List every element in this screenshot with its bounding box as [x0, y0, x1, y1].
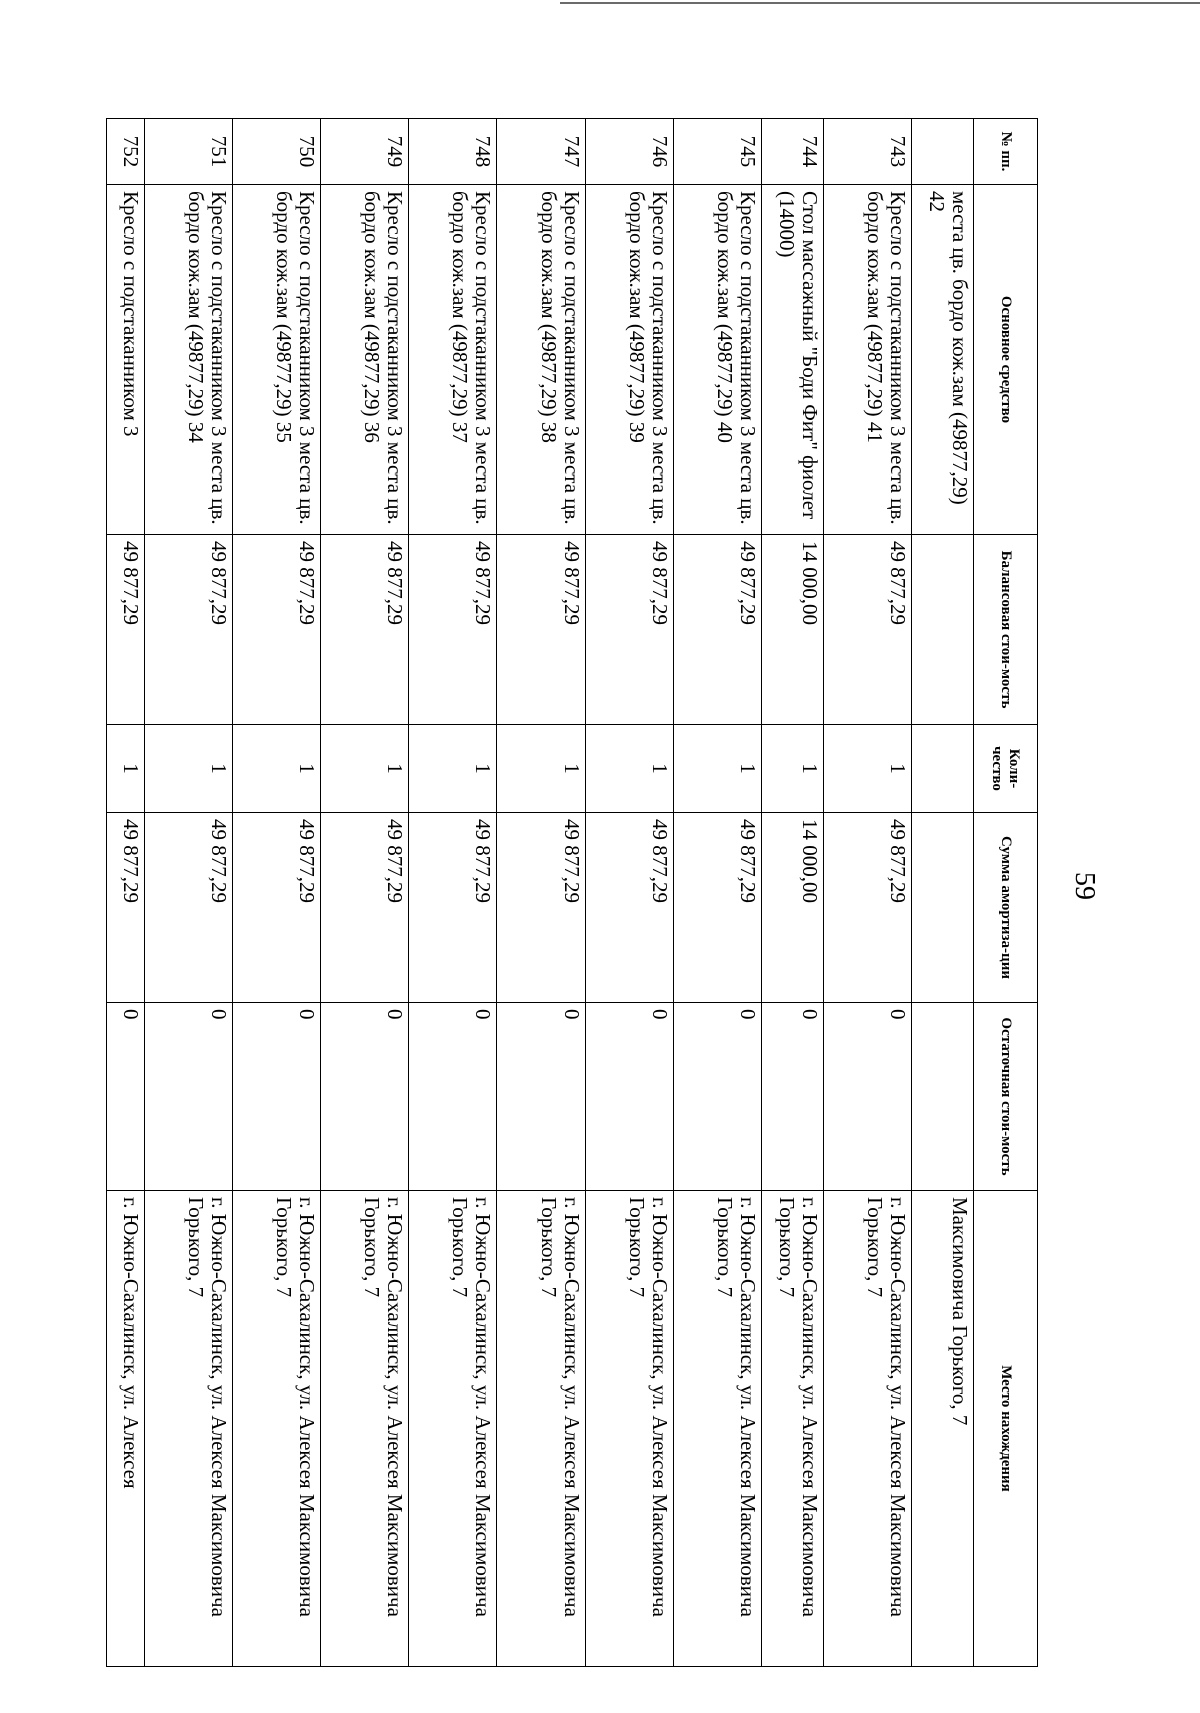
table-row: [585, 119, 673, 1667]
header-depreciation: Сумма амортиза-ции: [974, 813, 1038, 1003]
cell-location: г. Южно-Сахалинск, ул. Алексея Максимовича Горького, 7: [673, 1191, 761, 1667]
cell-no: [911, 119, 973, 185]
cell-quantity: 1: [585, 725, 673, 813]
cell-depreciation: [911, 813, 973, 1003]
cell-no: 752: [107, 119, 145, 185]
cell-quantity: 1: [409, 725, 497, 813]
cell-book-value: 49 877,29: [497, 535, 585, 725]
table-row-continuation: [911, 119, 973, 1667]
rotated-table-container: [106, 118, 1038, 1666]
cell-residual: 0: [233, 1003, 321, 1191]
cell-no: 748: [409, 119, 497, 185]
cell-location: Максимовича Горького, 7: [911, 1191, 973, 1667]
cell-location: г. Южно-Сахалинск, ул. Алексея Максимовича Горького, 7: [761, 1191, 823, 1667]
cell-location: г. Южно-Сахалинск, ул. Алексея Максимовича Горького, 7: [585, 1191, 673, 1667]
table-header-row: [974, 119, 1038, 1667]
cell-quantity: 1: [761, 725, 823, 813]
cell-quantity: 1: [321, 725, 409, 813]
scan-edge-line: [560, 2, 1200, 4]
cell-depreciation: 49 877,29: [321, 813, 409, 1003]
cell-depreciation: 14 000,00: [761, 813, 823, 1003]
cell-depreciation: 49 877,29: [233, 813, 321, 1003]
cell-quantity: 1: [107, 725, 145, 813]
cell-location: г. Южно-Сахалинск, ул. Алексея Максимовича Горького, 7: [321, 1191, 409, 1667]
cell-book-value: 49 877,29: [321, 535, 409, 725]
cell-book-value: 49 877,29: [673, 535, 761, 725]
cell-no: 750: [233, 119, 321, 185]
header-asset: Основное средство: [974, 185, 1038, 535]
cell-quantity: 1: [233, 725, 321, 813]
cell-asset: Кресло с подстаканником 3: [107, 185, 145, 535]
cell-asset: Кресло с подстаканником 3 места цв. бордо кож.зам (49877,29) 41: [823, 185, 911, 535]
cell-location: г. Южно-Сахалинск, ул. Алексея Максимовича Горького, 7: [233, 1191, 321, 1667]
cell-book-value: 49 877,29: [409, 535, 497, 725]
cell-residual: 0: [145, 1003, 233, 1191]
asset-table: [106, 118, 1038, 1667]
cell-depreciation: 49 877,29: [823, 813, 911, 1003]
cell-asset: Кресло с подстаканником 3 места цв. бордо кож.зам (49877,29) 40: [673, 185, 761, 535]
page-number: 59: [1069, 872, 1100, 900]
cell-no: 749: [321, 119, 409, 185]
cell-location: г. Южно-Сахалинск, ул. Алексея Максимовича Горького, 7: [823, 1191, 911, 1667]
table-row: [497, 119, 585, 1667]
cell-book-value: 49 877,29: [145, 535, 233, 725]
cell-quantity: [911, 725, 973, 813]
cell-residual: 0: [761, 1003, 823, 1191]
cell-book-value: 49 877,29: [233, 535, 321, 725]
cell-book-value: 14 000,00: [761, 535, 823, 725]
header-residual: Остаточная стои-мость: [974, 1003, 1038, 1191]
cell-book-value: 49 877,29: [585, 535, 673, 725]
cell-no: 745: [673, 119, 761, 185]
cell-asset: Кресло с подстаканником 3 места цв. бордо кож.зам (49877,29) 38: [497, 185, 585, 535]
cell-residual: 0: [823, 1003, 911, 1191]
cell-asset: Кресло с подстаканником 3 места цв. бордо кож.зам (49877,29) 35: [233, 185, 321, 535]
cell-depreciation: 49 877,29: [409, 813, 497, 1003]
cell-location: г. Южно-Сахалинск, ул. Алексея Максимовича Горького, 7: [497, 1191, 585, 1667]
header-location: Место нахождения: [974, 1191, 1038, 1667]
cell-quantity: 1: [673, 725, 761, 813]
cell-residual: 0: [107, 1003, 145, 1191]
cell-no: 746: [585, 119, 673, 185]
cell-asset: Стол массажный "Боди Фит" фиолет (14000): [761, 185, 823, 535]
header-quantity: Коли-чество: [974, 725, 1038, 813]
cell-depreciation: 49 877,29: [145, 813, 233, 1003]
cell-residual: [911, 1003, 973, 1191]
cell-depreciation: 49 877,29: [585, 813, 673, 1003]
cell-no: 744: [761, 119, 823, 185]
table-row: [107, 119, 145, 1667]
table-row: [321, 119, 409, 1667]
cell-quantity: 1: [823, 725, 911, 813]
cell-depreciation: 49 877,29: [497, 813, 585, 1003]
cell-book-value: 49 877,29: [107, 535, 145, 725]
cell-asset: места цв. бордо кож.зам (49877,29) 42: [911, 185, 973, 535]
cell-location: г. Южно-Сахалинск, ул. Алексея Максимовича Горького, 7: [409, 1191, 497, 1667]
cell-residual: 0: [321, 1003, 409, 1191]
cell-depreciation: 49 877,29: [107, 813, 145, 1003]
table-row: [761, 119, 823, 1667]
cell-book-value: 49 877,29: [823, 535, 911, 725]
table-row: [145, 119, 233, 1667]
cell-no: 751: [145, 119, 233, 185]
cell-asset: Кресло с подстаканником 3 места цв. бордо кож.зам (49877,29) 34: [145, 185, 233, 535]
table-row: [233, 119, 321, 1667]
table-row: [409, 119, 497, 1667]
cell-residual: 0: [585, 1003, 673, 1191]
cell-asset: Кресло с подстаканником 3 места цв. бордо кож.зам (49877,29) 37: [409, 185, 497, 535]
header-book-value: Балансовая стои-мость: [974, 535, 1038, 725]
table-row: [673, 119, 761, 1667]
cell-asset: Кресло с подстаканником 3 места цв. бордо кож.зам (49877,29) 39: [585, 185, 673, 535]
cell-asset: Кресло с подстаканником 3 места цв. бордо кож.зам (49877,29) 36: [321, 185, 409, 535]
cell-quantity: 1: [497, 725, 585, 813]
cell-depreciation: 49 877,29: [673, 813, 761, 1003]
cell-location: г. Южно-Сахалинск, ул. Алексея Максимовича Горького, 7: [145, 1191, 233, 1667]
cell-quantity: 1: [145, 725, 233, 813]
cell-residual: 0: [673, 1003, 761, 1191]
cell-book-value: [911, 535, 973, 725]
table-row: [823, 119, 911, 1667]
cell-residual: 0: [497, 1003, 585, 1191]
cell-no: 743: [823, 119, 911, 185]
cell-no: 747: [497, 119, 585, 185]
cell-location: г. Южно-Сахалинск, ул. Алексея: [107, 1191, 145, 1667]
header-no: № пп.: [974, 119, 1038, 185]
cell-residual: 0: [409, 1003, 497, 1191]
